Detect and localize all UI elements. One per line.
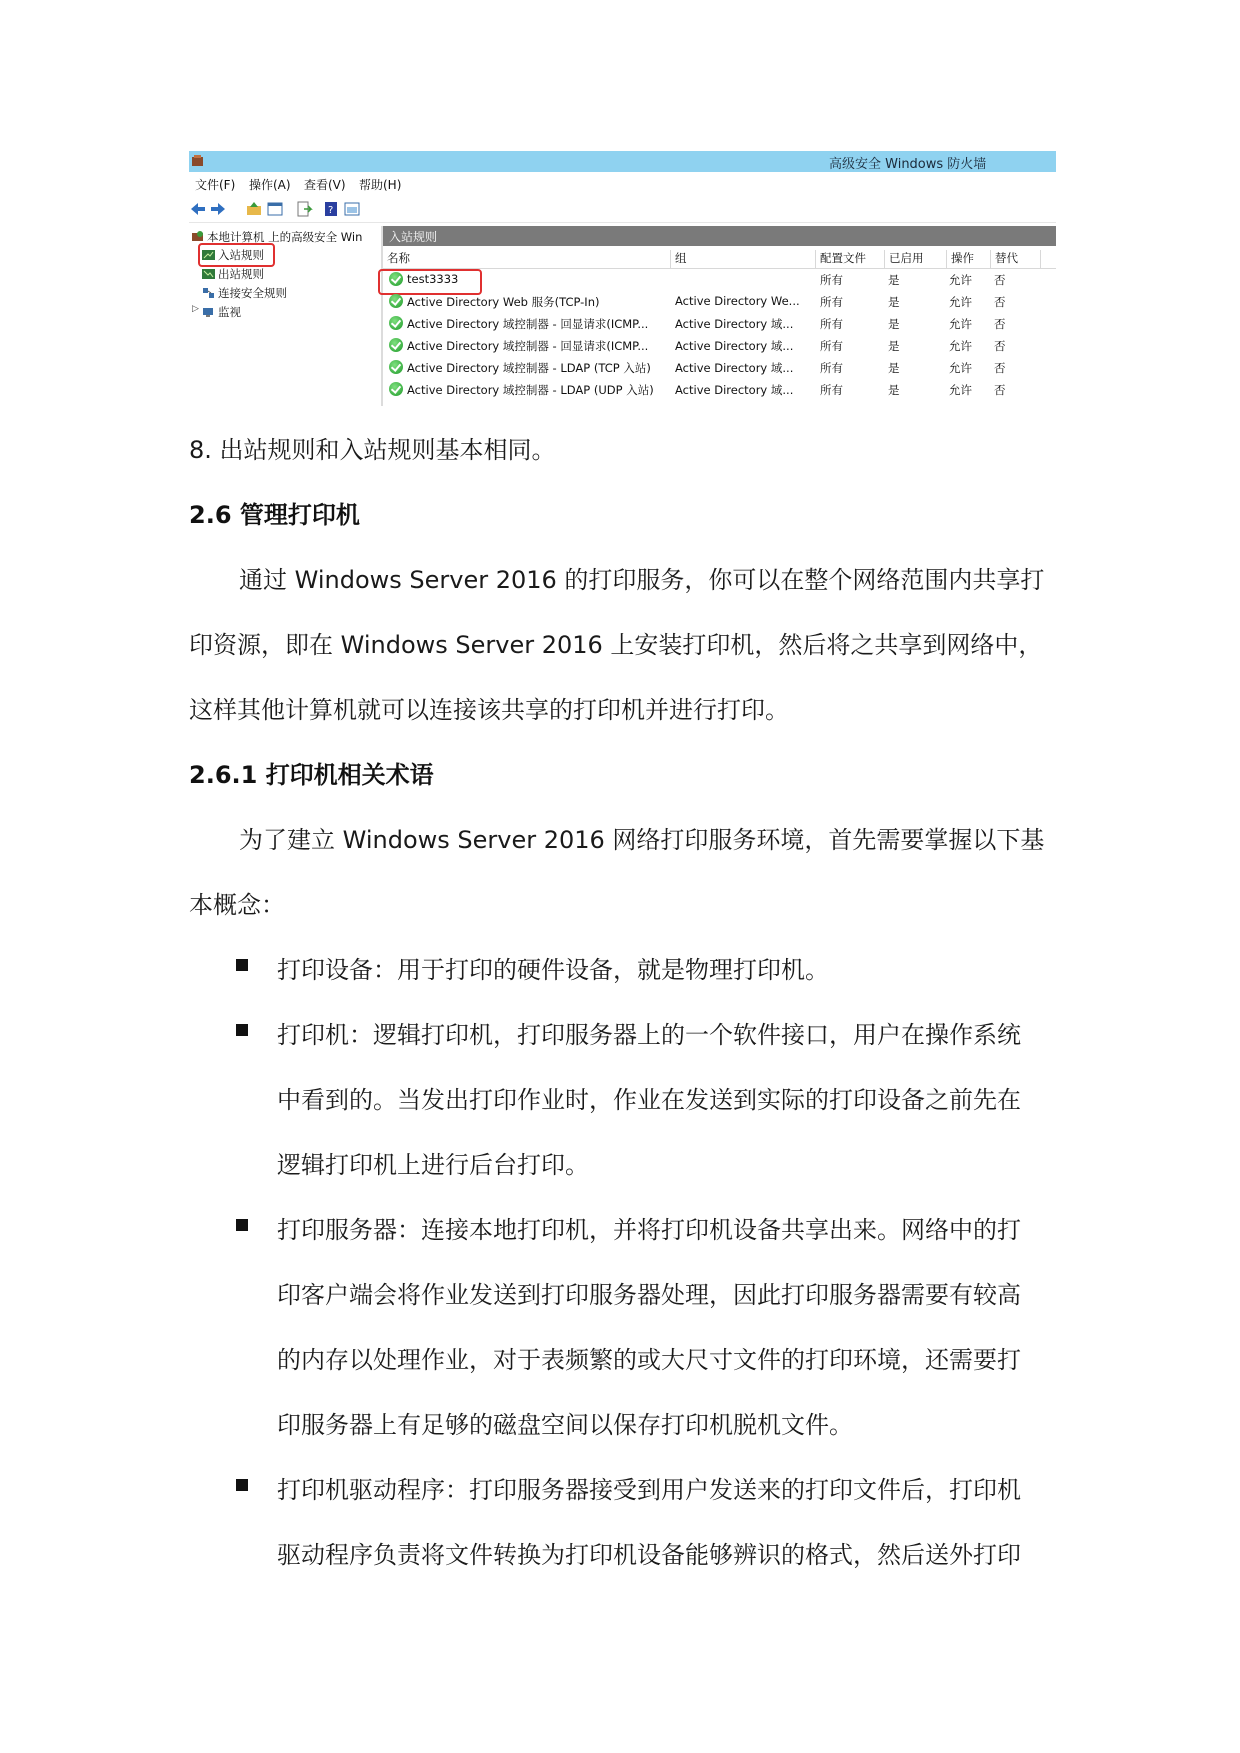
bullet-square-icon	[236, 959, 248, 971]
rule-profile: 所有	[820, 383, 843, 397]
window-title: 高级安全 Windows 防火墙	[829, 157, 987, 172]
highlight-box-inbound	[198, 243, 275, 267]
paragraph-1-line-1: 通过 Windows Server 2016 的打印服务，你可以在整个网络范围内共享打	[239, 566, 1045, 594]
show-hide-tree-icon[interactable]	[266, 200, 284, 218]
rule-enabled: 是	[888, 361, 900, 375]
rule-name: Active Directory 域控制器 - LDAP (UDP 入站)	[407, 383, 654, 397]
window-titlebar	[189, 151, 1056, 172]
bullet-square-icon	[236, 1024, 248, 1036]
rule-profile: 所有	[820, 317, 843, 331]
rule-profile: 所有	[820, 273, 843, 287]
rule-enabled-icon	[389, 316, 403, 330]
bullet-2-line-2: 中看到的。当发出打印作业时，作业在发送到实际的打印设备之前先在	[277, 1086, 1021, 1114]
bullet-4-line-1: 打印机驱动程序：打印服务器接受到用户发送来的打印文件后，打印机	[277, 1476, 1021, 1504]
bullet-1-line-1: 打印设备：用于打印的硬件设备，就是物理打印机。	[277, 956, 829, 984]
rule-override: 否	[994, 383, 1006, 397]
tree-item-connection-security[interactable]: 连接安全规则	[218, 286, 287, 300]
toolbar	[189, 196, 1056, 223]
rule-action: 允许	[949, 273, 972, 287]
table-row[interactable]	[383, 335, 1056, 356]
connection-security-icon	[202, 287, 215, 299]
tree-item-outbound-rules[interactable]: 出站规则	[218, 267, 264, 281]
step-8-text: 8. 出站规则和入站规则基本相同。	[189, 436, 556, 464]
rule-override: 否	[994, 361, 1006, 375]
rule-override: 否	[994, 273, 1006, 287]
monitor-icon	[202, 306, 215, 318]
menu-view[interactable]: 查看(V)	[304, 178, 346, 192]
rule-profile: 所有	[820, 361, 843, 375]
rule-group: Active Directory 域...	[675, 361, 794, 375]
rule-action: 允许	[949, 383, 972, 397]
rule-enabled-icon	[389, 360, 403, 374]
rule-action: 允许	[949, 361, 972, 375]
rule-enabled: 是	[888, 383, 900, 397]
rule-name: Active Directory Web 服务(TCP-In)	[407, 295, 600, 309]
rule-enabled-icon	[389, 382, 403, 396]
help-icon[interactable]	[322, 200, 340, 218]
column-profile[interactable]: 配置文件	[816, 250, 885, 268]
svg-text:?: ?	[328, 205, 334, 216]
bullet-2-line-3: 逻辑打印机上进行后台打印。	[277, 1151, 589, 1179]
expand-chevron-icon[interactable]: ▷	[192, 304, 199, 314]
menu-bar	[189, 174, 1056, 194]
paragraph-1-line-2: 印资源，即在 Windows Server 2016 上安装打印机，然后将之共享到网络中，	[189, 631, 1043, 659]
bullet-4-line-2: 驱动程序负责将文件转换为打印机设备能够辨识的格式，然后送外打印	[277, 1541, 1021, 1569]
rule-name: test3333	[407, 272, 459, 286]
section-heading-2-6: 2.6 管理打印机	[189, 501, 360, 529]
rule-override: 否	[994, 339, 1006, 353]
back-arrow-icon[interactable]	[189, 200, 207, 218]
export-list-icon[interactable]	[295, 200, 313, 218]
table-row[interactable]	[383, 269, 1056, 290]
rule-action: 允许	[949, 317, 972, 331]
tree-item-monitoring[interactable]: 监视	[218, 305, 241, 319]
table-row[interactable]	[383, 291, 1056, 312]
menu-help[interactable]: 帮助(H)	[359, 178, 402, 192]
rule-enabled: 是	[888, 317, 900, 331]
bullet-2-line-1: 打印机：逻辑打印机，打印服务器上的一个软件接口，用户在操作系统	[277, 1021, 1021, 1049]
rule-enabled: 是	[888, 339, 900, 353]
rule-override: 否	[994, 317, 1006, 331]
rule-action: 允许	[949, 339, 972, 353]
bullet-3-line-3: 的内存以处理作业，对于表频繁的或大尺寸文件的打印环境，还需要打	[277, 1346, 1021, 1374]
navigation-tree	[189, 226, 383, 406]
rule-group: Active Directory We...	[675, 294, 800, 308]
column-action[interactable]: 操作	[947, 250, 991, 268]
rule-enabled: 是	[888, 273, 900, 287]
paragraph-1-line-3: 这样其他计算机就可以连接该共享的打印机并进行打印。	[189, 696, 789, 724]
table-row[interactable]	[383, 357, 1056, 378]
tree-root[interactable]: 本地计算机 上的高级安全 Win	[207, 230, 363, 244]
rule-profile: 所有	[820, 295, 843, 309]
firewall-app-icon	[191, 154, 204, 167]
rule-group: Active Directory 域...	[675, 317, 794, 331]
rule-group: Active Directory 域...	[675, 339, 794, 353]
bullet-3-line-4: 印服务器上有足够的磁盘空间以保存打印机脱机文件。	[277, 1411, 853, 1439]
rule-override: 否	[994, 295, 1006, 309]
outbound-rules-icon	[202, 268, 215, 280]
menu-action[interactable]: 操作(A)	[249, 178, 291, 192]
section-heading-2-6-1: 2.6.1 打印机相关术语	[189, 761, 434, 789]
paragraph-2-line-2: 本概念：	[189, 891, 285, 919]
firewall-screenshot	[189, 151, 1056, 406]
table-row[interactable]	[383, 379, 1056, 400]
rule-group: Active Directory 域...	[675, 383, 794, 397]
rule-enabled-icon	[389, 294, 403, 308]
rule-profile: 所有	[820, 339, 843, 353]
column-override[interactable]: 替代	[991, 250, 1041, 268]
column-enabled[interactable]: 已启用	[885, 250, 947, 268]
properties-icon[interactable]	[343, 200, 361, 218]
column-group[interactable]: 组	[671, 250, 816, 268]
rule-name: Active Directory 域控制器 - 回显请求(ICMP...	[407, 317, 649, 331]
table-row[interactable]	[383, 313, 1056, 334]
forward-arrow-icon[interactable]	[209, 200, 227, 218]
paragraph-2-line-1: 为了建立 Windows Server 2016 网络打印服务环境，首先需要掌握以下基	[239, 826, 1045, 854]
pane-title: 入站规则	[389, 230, 438, 244]
firewall-node-icon	[191, 230, 204, 242]
bullet-3-line-1: 打印服务器：连接本地打印机，并将打印机设备共享出来。网络中的打	[277, 1216, 1021, 1244]
tree-item-inbound-rules[interactable]: 入站规则	[218, 248, 264, 262]
bullet-square-icon	[236, 1479, 248, 1491]
up-folder-icon[interactable]	[245, 200, 263, 218]
rule-enabled-icon	[389, 338, 403, 352]
rule-action: 允许	[949, 295, 972, 309]
pane-header	[383, 226, 1056, 246]
menu-file[interactable]: 文件(F)	[195, 178, 236, 192]
column-name[interactable]: 名称	[383, 250, 671, 268]
rule-enabled: 是	[888, 295, 900, 309]
bullet-3-line-2: 印客户端会将作业发送到打印服务器处理，因此打印服务器需要有较高	[277, 1281, 1021, 1309]
rule-name: Active Directory 域控制器 - LDAP (TCP 入站)	[407, 361, 651, 375]
rule-name: Active Directory 域控制器 - 回显请求(ICMP...	[407, 339, 649, 353]
bullet-square-icon	[236, 1219, 248, 1231]
